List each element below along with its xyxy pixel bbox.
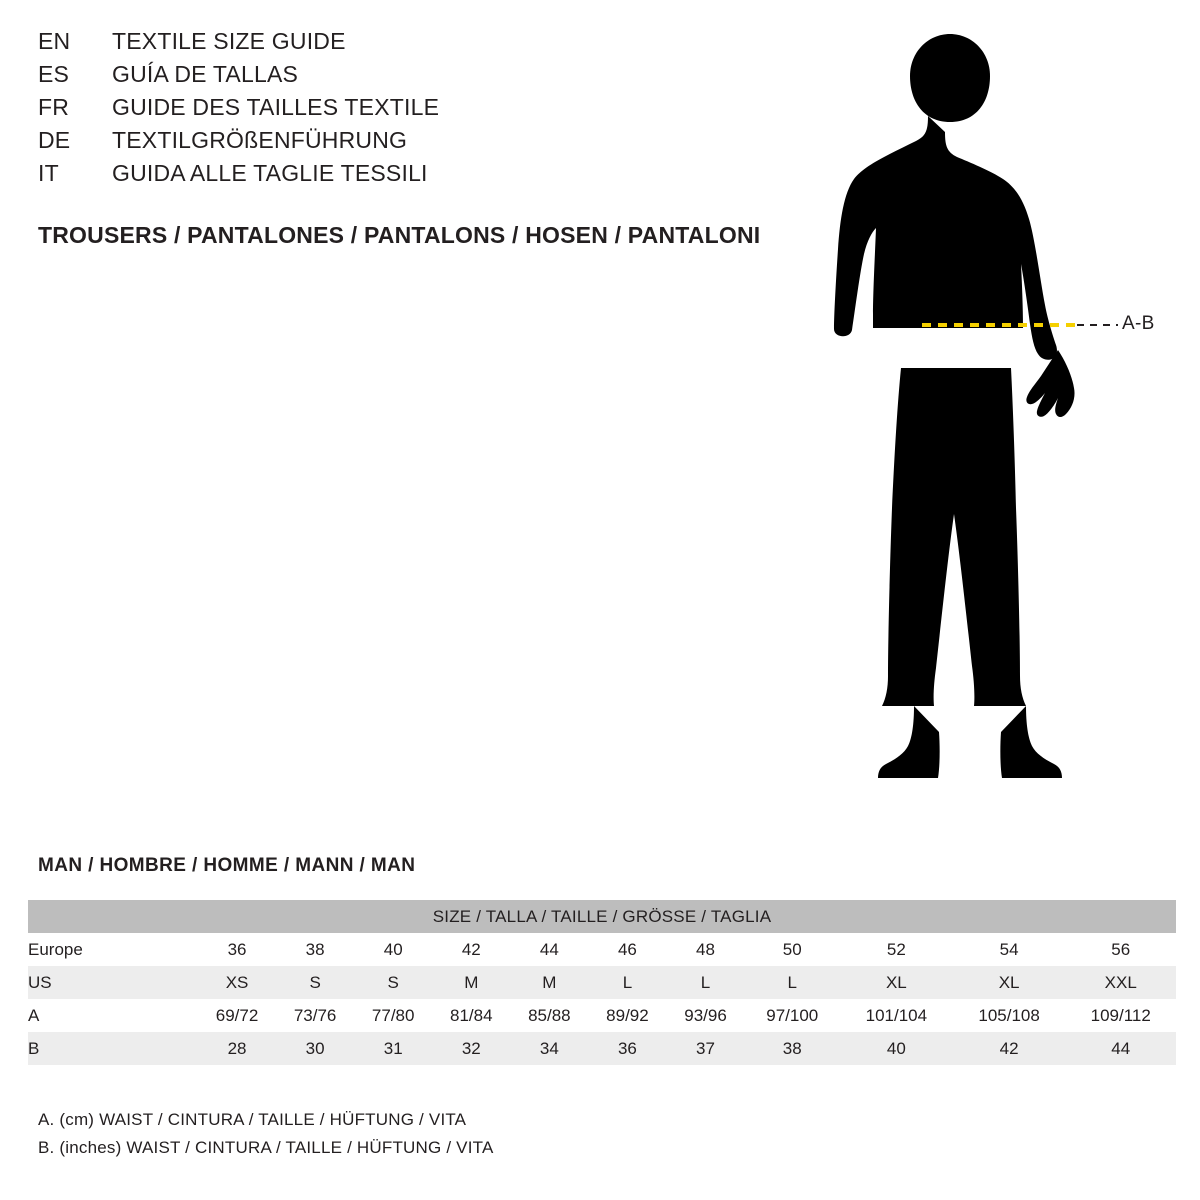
language-row — [38, 127, 798, 160]
table-cell: 36 — [198, 933, 276, 966]
table-cell: 109/112 — [1066, 999, 1177, 1032]
language-row — [38, 28, 798, 61]
table-cell: 32 — [432, 1032, 510, 1065]
garment-type-line: TROUSERS / PANTALONES / PANTALONS / HOSEN / PANTALONI — [38, 222, 761, 248]
language-row — [38, 160, 798, 193]
table-section-title: MAN / HOMBRE / HOMME / MANN / MAN — [38, 855, 416, 876]
table-cell: 73/76 — [276, 999, 354, 1032]
table-cell: 30 — [276, 1032, 354, 1065]
table-cell: XL — [840, 966, 953, 999]
table-cell: M — [510, 966, 588, 999]
table-header-row — [28, 900, 1176, 933]
row-label: A — [28, 999, 198, 1032]
table-cell: 42 — [953, 1032, 1066, 1065]
table-cell: S — [354, 966, 432, 999]
table-cell: 89/92 — [588, 999, 666, 1032]
table-cell: 28 — [198, 1032, 276, 1065]
table-cell: 50 — [745, 933, 840, 966]
table-cell: 81/84 — [432, 999, 510, 1032]
table-cell: 69/72 — [198, 999, 276, 1032]
language-code: IT — [38, 160, 59, 186]
language-title: GUÍA DE TALLAS — [112, 61, 299, 87]
language-row — [38, 94, 798, 127]
table-cell: XS — [198, 966, 276, 999]
table-cell: 85/88 — [510, 999, 588, 1032]
table-cell: 48 — [666, 933, 744, 966]
language-title-block — [38, 28, 798, 193]
row-label: B — [28, 1032, 198, 1065]
table-cell: 38 — [276, 933, 354, 966]
measure-label-ab: A-B — [1122, 313, 1155, 334]
language-title: TEXTILGRÖßENFÜHRUNG — [112, 127, 408, 153]
table-row — [28, 933, 1176, 966]
row-label: Europe — [28, 933, 198, 966]
language-code: EN — [38, 28, 71, 54]
language-code: DE — [38, 127, 71, 153]
table-cell: 37 — [666, 1032, 744, 1065]
table-cell: 77/80 — [354, 999, 432, 1032]
figure-illustration — [800, 20, 1200, 810]
table-cell: L — [588, 966, 666, 999]
language-title: GUIDE DES TAILLES TEXTILE — [112, 94, 440, 120]
language-row — [38, 61, 798, 94]
language-title: GUIDA ALLE TAGLIE TESSILI — [112, 160, 428, 186]
table-cell: 54 — [953, 933, 1066, 966]
table-cell: 31 — [354, 1032, 432, 1065]
table-cell: L — [745, 966, 840, 999]
table-header-label: SIZE / TALLA / TAILLE / GRÖSSE / TAGLIA — [28, 900, 1176, 933]
table-cell: XXL — [1066, 966, 1177, 999]
language-title: TEXTILE SIZE GUIDE — [112, 28, 346, 54]
table-cell: XL — [953, 966, 1066, 999]
row-label: US — [28, 966, 198, 999]
table-cell: 38 — [745, 1032, 840, 1065]
table-cell: 101/104 — [840, 999, 953, 1032]
table-cell: 93/96 — [666, 999, 744, 1032]
man-silhouette-icon — [834, 34, 1075, 778]
language-code: FR — [38, 94, 70, 120]
footnote-a: A. (cm) WAIST / CINTURA / TAILLE / HÜFTUNG / VITA — [38, 1110, 467, 1129]
table-cell: 105/108 — [953, 999, 1066, 1032]
table-cell: 34 — [510, 1032, 588, 1065]
footnotes-block — [38, 1110, 494, 1166]
table-cell: M — [432, 966, 510, 999]
table-cell: 97/100 — [745, 999, 840, 1032]
table-cell: 40 — [840, 1032, 953, 1065]
table-row — [28, 966, 1176, 999]
table-cell: 36 — [588, 1032, 666, 1065]
table-cell: 44 — [510, 933, 588, 966]
table-cell: 56 — [1066, 933, 1177, 966]
size-table — [28, 900, 1176, 1065]
table-cell: L — [666, 966, 744, 999]
table-row — [28, 999, 1176, 1032]
table-cell: 46 — [588, 933, 666, 966]
table-row — [28, 1032, 1176, 1065]
footnote-b: B. (inches) WAIST / CINTURA / TAILLE / HÜFTUNG / VITA — [38, 1138, 494, 1157]
table-cell: 40 — [354, 933, 432, 966]
table-cell: 52 — [840, 933, 953, 966]
table-cell: 42 — [432, 933, 510, 966]
language-code: ES — [38, 61, 70, 87]
table-cell: 44 — [1066, 1032, 1177, 1065]
table-cell: S — [276, 966, 354, 999]
